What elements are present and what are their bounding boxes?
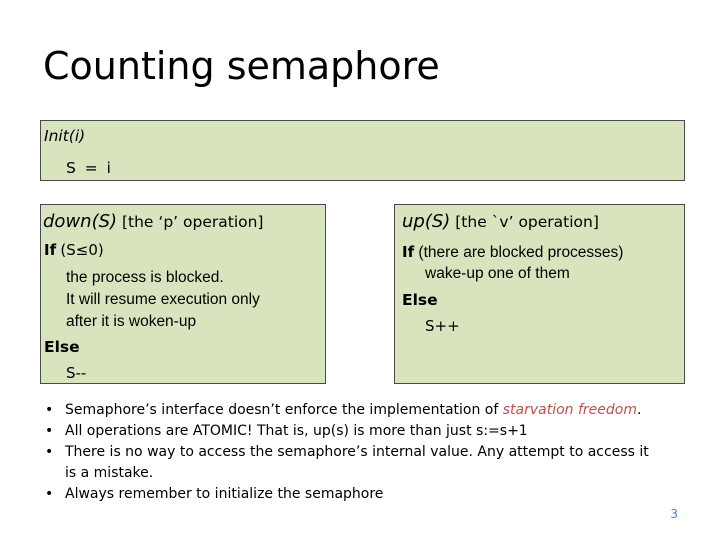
up-note: [the `v’ operation]	[455, 213, 599, 231]
bullet-4-text: Always remember to initialize the semaphore	[65, 486, 384, 502]
up-if-condition: (there are blocked processes)	[418, 244, 624, 261]
up-heading	[402, 211, 599, 232]
init-box	[40, 120, 685, 181]
down-if-line	[44, 241, 104, 260]
bullet-3-line-1: There is no way to access the semaphore’s internal value. Any attempt to access it	[65, 444, 649, 460]
up-signature: up(S)	[402, 211, 451, 232]
up-if-line	[402, 243, 623, 262]
bullet-1-text: Semaphore’s interface doesn’t enforce the implementation of	[65, 402, 499, 418]
down-if-keyword: If	[44, 241, 57, 259]
up-box	[394, 204, 685, 384]
up-if-keyword: If	[402, 243, 415, 261]
down-signature: down(S)	[43, 211, 118, 232]
bullet-2-text: All operations are ATOMIC! That is, up(s) is more than just s:=s+1	[65, 423, 528, 439]
init-body: S = i	[66, 159, 113, 177]
down-note: [the ‘p’ operation]	[121, 213, 264, 231]
down-box	[40, 204, 326, 384]
up-else-body: S++	[425, 317, 460, 335]
bullet-1-period: .	[637, 402, 642, 418]
down-line-3: after it is woken-up	[66, 313, 197, 330]
bullet-item	[45, 421, 685, 442]
up-line-1: wake-up one of them	[425, 265, 570, 282]
bullet-item	[45, 484, 685, 505]
down-if-condition: (S≤0)	[60, 241, 104, 259]
down-line-2: It will resume execution only	[66, 291, 260, 308]
bullet-item	[45, 442, 685, 484]
down-else-body: S--	[66, 364, 87, 382]
down-else-keyword: Else	[44, 338, 80, 356]
bullet-list	[45, 400, 685, 505]
page-number: 3	[670, 507, 678, 521]
down-heading	[43, 211, 263, 232]
init-signature: Init(i)	[44, 127, 86, 145]
starvation-freedom-emphasis: starvation freedom	[502, 402, 638, 418]
down-line-1: the process is blocked.	[66, 269, 224, 286]
slide-title: Counting semaphore	[43, 44, 440, 88]
up-else-keyword: Else	[402, 291, 438, 309]
bullet-item	[45, 400, 685, 421]
bullet-3-line-2: is a mistake.	[65, 465, 154, 481]
